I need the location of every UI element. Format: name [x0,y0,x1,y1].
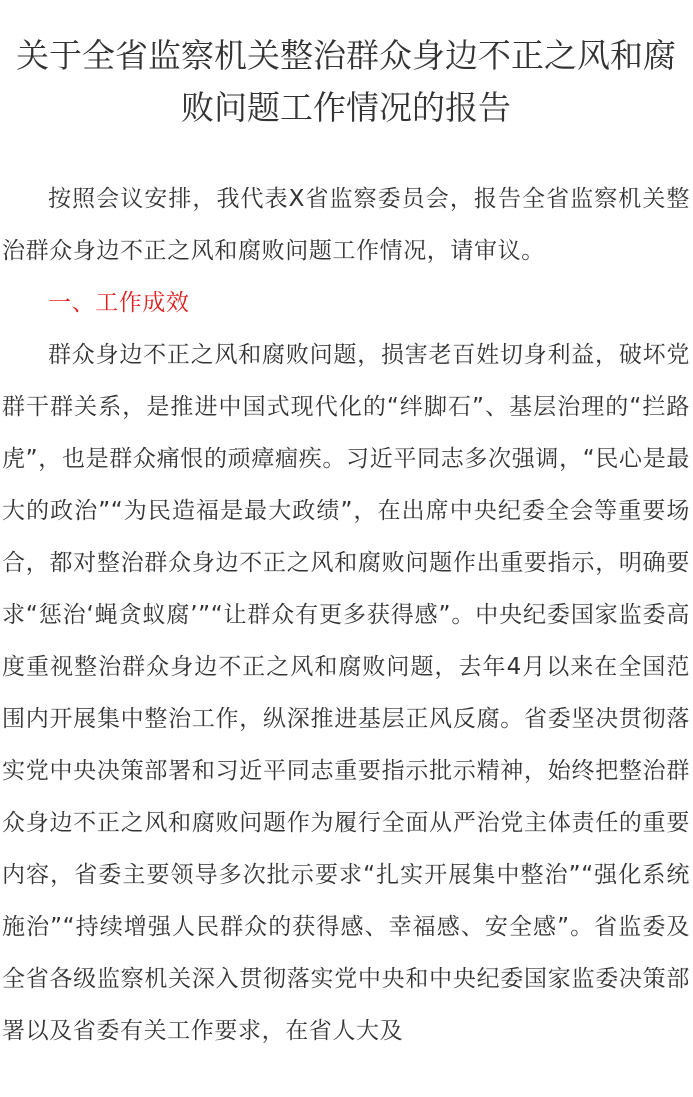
document-title: 关于全省监察机关整治群众身边不正之风和腐败问题工作情况的报告 [16,36,676,127]
intro-paragraph: 按照会议安排，我代表X省监察委员会，报告全省监察机关整治群众身边不正之风和腐败问题工作情况，请审议。 [2,186,690,264]
section-heading: 一、工作成效 [48,290,190,316]
document-body [2,173,690,1057]
section-paragraph: 群众身边不正之风和腐败问题，损害老百姓切身利益，破坏党群干群关系，是推进中国式现代化的“绊脚石”、基层治理的“拦路虎”，也是群众痛恨的顽瘴痼疾。习近平同志多次强调，“民心是最大的政治”“为民造福是最大政绩”，在出席中央纪委全会等重要场合，都对整治群众身边不正之风和腐败问题作出重要指示，明确要求“惩治‘蝇贪蚁腐’”“让群众有更多获得感”。中央纪委国家监委高度重视整治群众身边不正之风和腐败问题，去年4月以来在全国范围内开展集中整治工作，纵深推进基层正风反腐。省委坚决贯彻落实党中央决策部署和习近平同志重要指示批示精神，始终把整治群众身边不正之风和腐败问题作为履行全面从严治党主体责任的重要内容，省委主要领导多次批示要求“扎实开展集中整治”“强化系统施治”“持续增强人民群众的获得感、幸福感、安全感”。省监委及全省各级监察机关深入贯彻落实党中央和中央纪委国家监委决策部署以及省委有关工作要求，在省人大及 [2,342,690,1044]
